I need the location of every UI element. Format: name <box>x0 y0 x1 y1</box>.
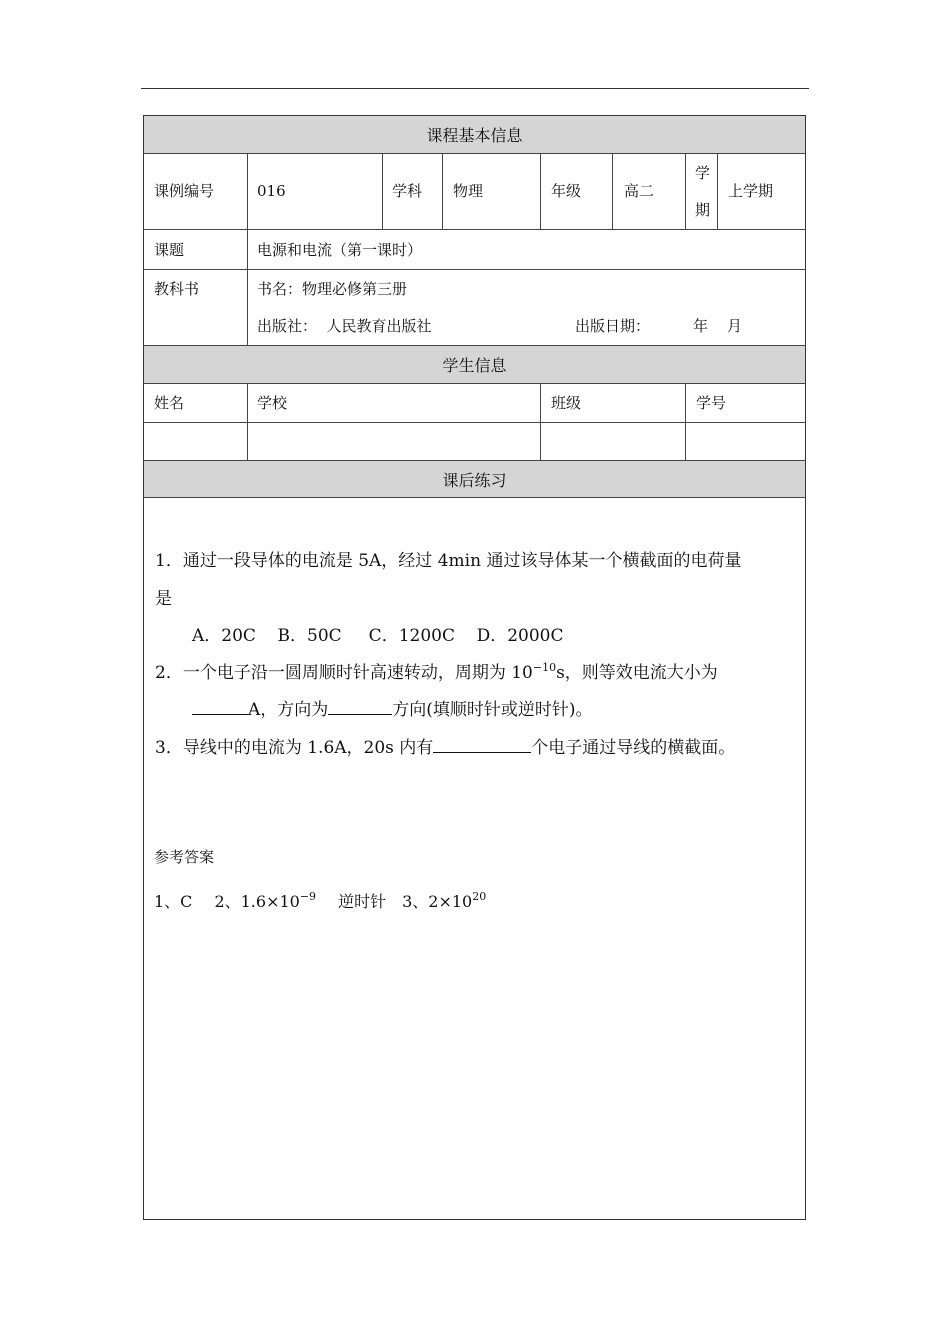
student-school-field[interactable] <box>248 423 540 460</box>
table-rule <box>143 229 806 230</box>
table-rule <box>685 153 686 229</box>
grade-value: 高二 <box>624 182 655 200</box>
question-2-text: A，方向为 <box>248 700 329 720</box>
section-student-info <box>144 346 805 383</box>
table-rule <box>612 153 613 229</box>
term-value: 上学期 <box>728 182 774 200</box>
answer-blank[interactable] <box>192 700 248 715</box>
student-name-label: 姓名 <box>154 394 185 412</box>
header-rule <box>141 88 809 89</box>
pub-year: 年 <box>693 317 709 335</box>
answer-2-exponent: −9 <box>299 890 317 903</box>
answer-2: 2、1.6×10 <box>214 892 300 911</box>
answer-blank[interactable] <box>328 700 392 715</box>
textbook-label: 教科书 <box>154 280 200 298</box>
table-rule <box>382 153 383 229</box>
student-school-label: 学校 <box>257 394 288 412</box>
question-1-line-1: 1．通过一段导体的电流是 5A，经过 4min 通过该导体某一个横截面的电荷量 <box>155 551 742 571</box>
student-name-field[interactable] <box>144 423 247 460</box>
table-rule <box>143 269 806 270</box>
question-2-exponent: −10 <box>532 661 557 674</box>
subject-label: 学科 <box>392 182 423 200</box>
table-rule <box>247 153 248 345</box>
student-class-field[interactable] <box>541 423 685 460</box>
answers-title: 参考答案 <box>154 848 215 866</box>
pub-month: 月 <box>727 317 743 335</box>
publisher: 出版社： 人民教育出版社 <box>257 317 432 335</box>
term-label-top: 学 <box>695 164 711 182</box>
question-1-options: A．20C B．50C C．1200C D．2000C <box>192 626 564 646</box>
question-1-line-2: 是 <box>155 589 172 609</box>
table-rule <box>442 153 443 229</box>
table-rule <box>143 153 806 154</box>
answer-2-direction: 逆时针 <box>338 892 387 911</box>
table-rule <box>143 497 806 498</box>
student-id-label: 学号 <box>696 394 727 412</box>
topic-label: 课题 <box>154 241 185 259</box>
section-exercises <box>144 461 805 497</box>
case-no-label: 课例编号 <box>154 182 215 200</box>
section-title: 学生信息 <box>442 356 507 375</box>
topic-value: 电源和电流（第一课时） <box>257 241 423 259</box>
question-3-text: 个电子通过导线的横截面。 <box>531 738 736 758</box>
section-course-info <box>144 116 805 153</box>
grade-label: 年级 <box>551 182 582 200</box>
case-no-value: 016 <box>257 182 286 200</box>
subject-value: 物理 <box>453 182 484 200</box>
question-3-text: 3．导线中的电流为 1.6A，20s 内有 <box>155 738 434 758</box>
table-rule <box>540 153 541 229</box>
answers-line <box>154 889 486 912</box>
table-rule <box>143 345 806 346</box>
pub-date-label: 出版日期： <box>575 317 651 335</box>
section-title: 课后练习 <box>442 470 507 490</box>
answer-3: 3、2×10 <box>402 892 473 911</box>
section-title: 课程基本信息 <box>426 126 523 145</box>
term-label-bottom: 期 <box>695 201 711 219</box>
question-2-line-1 <box>155 658 718 683</box>
answer-blank[interactable] <box>433 738 531 753</box>
question-2-text: 方向(填顺时针或逆时针)。 <box>392 700 593 720</box>
answer-1: 1、C <box>154 892 193 911</box>
answer-3-exponent: 20 <box>472 890 487 903</box>
book-name: 书名：物理必修第三册 <box>257 280 408 298</box>
question-2-text: 2．一个电子沿一圆周顺时针高速转动，周期为 10 <box>155 663 533 683</box>
student-class-label: 班级 <box>551 394 582 412</box>
table-rule <box>717 153 718 229</box>
table-rule <box>143 460 806 461</box>
student-id-field[interactable] <box>686 423 805 460</box>
question-3 <box>155 733 735 758</box>
question-2-text: s，则等效电流大小为 <box>556 663 718 683</box>
table-rule <box>143 383 806 384</box>
question-2-line-2 <box>192 695 593 720</box>
